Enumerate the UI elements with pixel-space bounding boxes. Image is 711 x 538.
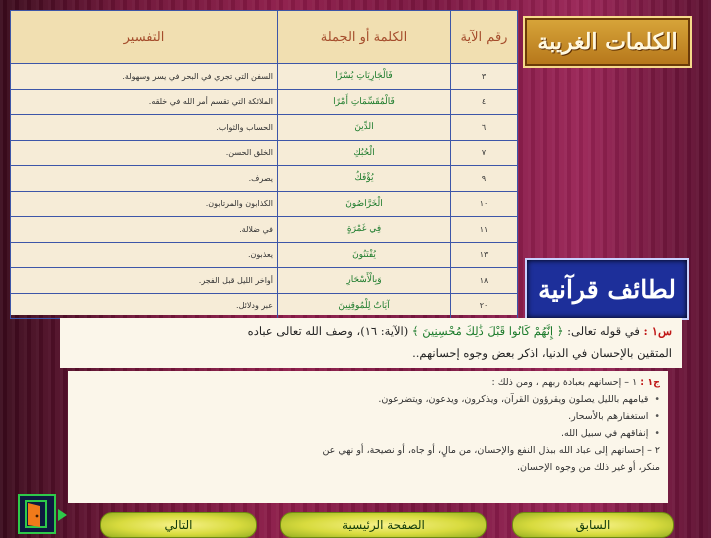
word-cell: فَالْمُقَسِّمَاتِ أَمْرًا [278, 89, 451, 115]
quranic-subtleties-title: لطائف قرآنية [525, 258, 689, 320]
word-cell: الدِّينَ [278, 115, 451, 141]
meaning-cell: الملائكة التي تقسم أمر الله في خلقه. [11, 89, 278, 115]
answer-block [68, 371, 668, 503]
word-cell: يُفْتَنُونَ [278, 242, 451, 268]
answer-point-2: ٢ – إحسانهم إلى عباد الله ببذل النفع والإحسان، من مالٍ، أو جاه، أو نصيحة، أو نهي عن [322, 445, 660, 456]
table-row [11, 268, 518, 294]
table-row [11, 89, 518, 115]
verse-number-cell: ٩ [451, 166, 518, 192]
meaning-cell: أواخر الليل قبل الفجر. [11, 268, 278, 294]
previous-button[interactable]: السابق [512, 512, 674, 538]
meaning-cell: الخلق الحسن. [11, 140, 278, 166]
meaning-cell: يعذبون. [11, 242, 278, 268]
exit-button[interactable] [18, 494, 56, 534]
table-row [11, 64, 518, 90]
table-row [11, 140, 518, 166]
answer-bullet: • استغفارهم بالأسحار. [76, 408, 660, 425]
answer-point-1: ١ – إحسانهم بعبادة ربهم ، ومن ذلك : [491, 377, 638, 388]
table-row [11, 191, 518, 217]
word-cell: الْحُبُكِ [278, 140, 451, 166]
verse-number-cell: ١٨ [451, 268, 518, 294]
next-button[interactable]: التالي [100, 512, 257, 538]
word-cell: وَبِالْأَسْحَارِ [278, 268, 451, 294]
meaning-cell: يصرف. [11, 166, 278, 192]
answer-bullet: • إنفاقهم في سبيل الله. [76, 425, 660, 442]
verse-number-cell: ٦ [451, 115, 518, 141]
meaning-cell: في ضلالة. [11, 217, 278, 243]
meaning-cell: عبر ودلائل. [11, 293, 278, 319]
meaning-cell: الحساب والثواب. [11, 115, 278, 141]
header-word: الكلمة أو الجملة [278, 11, 451, 64]
table-row [11, 242, 518, 268]
verse-number-cell: ١٣ [451, 242, 518, 268]
verse-number-cell: ٣ [451, 64, 518, 90]
exit-door-icon [24, 499, 50, 529]
meaning-cell: السفن التي تجري في البحر في يسر وسهولة. [11, 64, 278, 90]
word-cell: فَالْجَارِيَاتِ يُسْرًا [278, 64, 451, 90]
table-row [11, 217, 518, 243]
strange-words-title: الكلمات الغريبة [523, 16, 692, 68]
verse-number-cell: ١١ [451, 217, 518, 243]
header-verse-number: رقم الآية [451, 11, 518, 64]
verse-number-cell: ١٠ [451, 191, 518, 217]
question-label: س١ : [643, 324, 672, 338]
table-row [11, 293, 518, 319]
meaning-cell: الكذابون والمرتابون. [11, 191, 278, 217]
question-line-2: المتقين بالإحسان في الدنيا، اذكر بعض وجوه إحسانهم.. [412, 346, 672, 360]
question-reference: (الآية: ١٦)، وصف الله تعالى عباده [247, 324, 409, 338]
question-block [60, 318, 682, 368]
verse-number-cell: ٢٠ [451, 293, 518, 319]
question-intro: في قوله تعالى: [567, 324, 640, 338]
verse-number-cell: ٧ [451, 140, 518, 166]
word-cell: يُؤْفَكُ [278, 166, 451, 192]
verse-number-cell: ٤ [451, 89, 518, 115]
table-row [11, 166, 518, 192]
vocabulary-table [10, 10, 518, 315]
table-row [11, 115, 518, 141]
answer-bullet: • قيامهم بالليل يصلون ويقرؤون القرآن، ويذكرون، ويدعون، ويتضرعون. [76, 391, 660, 408]
word-cell: فِي غَمْرَةٍ [278, 217, 451, 243]
word-cell: آيَاتٌ لِلْمُوقِنِينَ [278, 293, 451, 319]
quran-verse: ﴿ إِنَّهُمْ كَانُوا قَبْلَ ذَٰلِكَ مُحْسِنِينَ ﴾ [411, 324, 564, 338]
word-cell: الْخَرَّاصُونَ [278, 191, 451, 217]
home-button[interactable]: الصفحة الرئيسية [280, 512, 487, 538]
answer-point-2-cont: منكر، أو غير ذلك من وجوه الإحسان. [516, 462, 660, 473]
answer-label: ج١ : [640, 377, 660, 388]
answer-line-1 [76, 374, 660, 391]
play-arrow-icon [58, 509, 67, 521]
table-header-row [11, 11, 518, 64]
header-meaning: التفسير [11, 11, 278, 64]
